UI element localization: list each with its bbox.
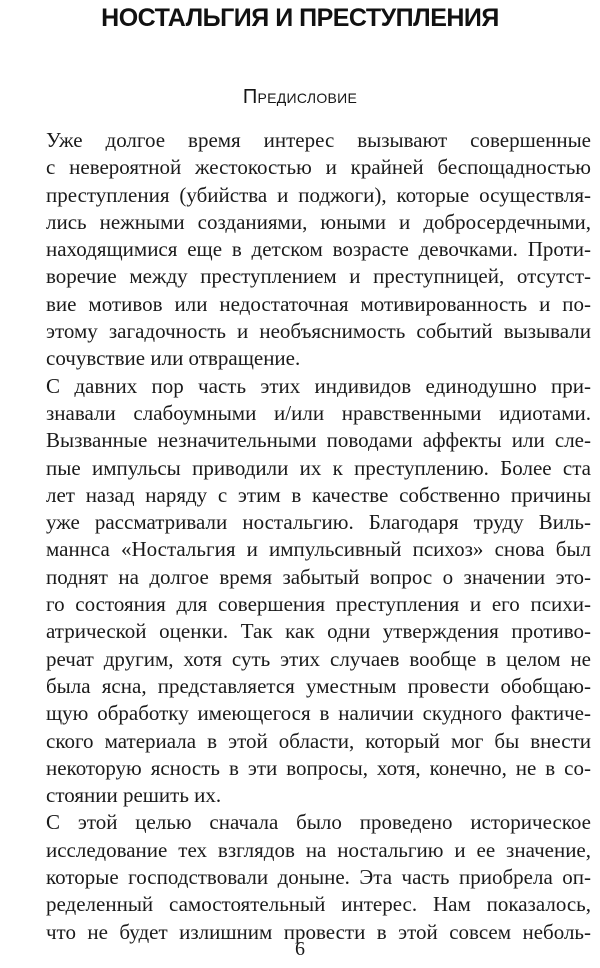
text-line: исследование тех взглядов на ностальгию и ее значение, <box>46 837 591 862</box>
text-line: лет назад наряду с этим в качестве собственно причины <box>46 482 591 507</box>
text-line: находящимися еще в детском возрасте девочками. Проти- <box>46 237 591 262</box>
text-line: маннса «Ностальгия и импульсивный психоз» снова был <box>46 537 591 562</box>
text-line: вие мотивов или недостаточная мотивированность и по- <box>46 291 591 316</box>
text-line: поднят на долгое время забытый вопрос о значении это- <box>46 564 591 589</box>
text-line: пые импульсы приводили их к преступлению. Более ста <box>46 455 591 480</box>
text-line: сочувствие или отвращение. <box>46 346 301 371</box>
text-line: уже рассматривали ностальгию. Благодаря труду Виль- <box>46 510 591 535</box>
text-line: что не будет излишним провести в этой совсем неболь- <box>46 919 591 944</box>
text-line: го состояния для совершения преступления и его психи- <box>46 592 591 617</box>
text-line: этому загадочность и необъяснимость событий вызывали <box>46 319 591 344</box>
text-line: с невероятной жестокостью и крайней беспощадностью <box>46 155 591 180</box>
text-line: ределенный самостоятельный интерес. Нам показалось, <box>46 892 591 917</box>
paragraph-1 <box>6 127 591 373</box>
text-line: С этой целью сначала было проведено историческое <box>46 810 591 835</box>
text-line: знавали слабоумными и/или нравственными идиотами. <box>46 400 591 425</box>
text-line: Вызванные незначительными поводами аффекты или сле- <box>46 428 591 453</box>
section-title: Предисловие <box>242 86 358 108</box>
paragraph-3 <box>6 809 591 945</box>
text-line: С давних пор часть этих индивидов единодушно при- <box>46 373 591 398</box>
text-line: некоторую ясность в эти вопросы, хотя, конечно, не в со- <box>46 755 591 780</box>
text-line: щую обработку имеющегося в наличии скудного фактиче- <box>46 701 591 726</box>
text-line: Уже долгое время интерес вызывают совершенные <box>46 128 591 152</box>
paragraph-2 <box>6 373 591 810</box>
text-line: атрической оценки. Так как одни утверждения противо- <box>46 619 591 644</box>
text-line: ского материала в этой области, который мог бы внести <box>46 728 591 753</box>
text-line: лись нежными созданиями, юными и добросердечными, <box>46 209 591 234</box>
text-line: была ясна, представляется уместным провести обобщаю- <box>46 673 591 698</box>
text-line: воречие между преступлением и преступницей, отсутст- <box>46 264 591 289</box>
text-line: стоянии решить их. <box>46 783 222 808</box>
body-text <box>6 127 591 946</box>
page-number: 6 <box>295 938 305 960</box>
text-line: которые господствовали доныне. Эта часть приобрела оп- <box>46 865 591 890</box>
text-line: преступления (убийства и поджоги), которые осуществля- <box>46 182 591 207</box>
text-line: речат другим, хотя суть этих случаев вообще в целом не <box>46 646 591 671</box>
running-header: НОСТАЛЬГИЯ И ПРЕСТУПЛЕНИЯ <box>101 4 499 32</box>
